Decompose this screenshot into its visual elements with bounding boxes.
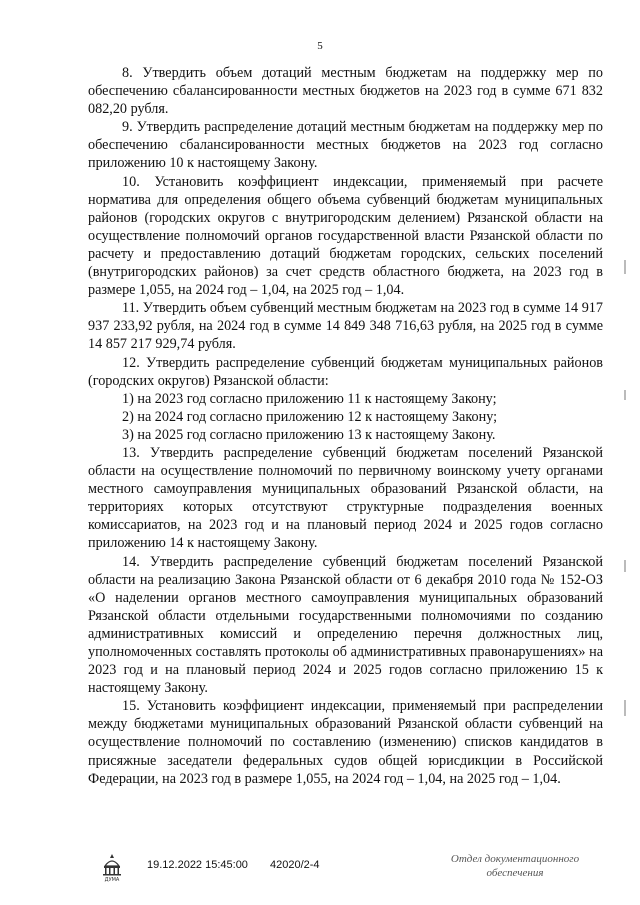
paragraph-13: 13. Утвердить распределение субвенций бюджетам поселений Рязанской области на осуществление полномочий по первичному воинскому учету органами местного самоуправления муниципальных образований Рязанской области, на территориях которых отсутствуют структурные подразделения военных комиссариатов, на 2023 год и на плановый период 2024 и 2025 годов согласно приложению 14 к настоящему Закону.	[88, 444, 603, 552]
stamp-line-2: обеспечения	[486, 867, 544, 879]
footer-code: 42020/2-4	[270, 859, 320, 871]
department-stamp	[440, 852, 590, 880]
paragraph-12-item-3: 3) на 2025 год согласно приложению 13 к настоящему Закону.	[122, 426, 496, 443]
footer-date: 19.12.2022 15:45:00	[147, 859, 248, 871]
document-footer	[0, 852, 640, 902]
paragraph-8: 8. Утвердить объем дотаций местным бюджетам на поддержку мер по обеспечению сбалансированности местных бюджетов на 2023 год в сумме 671 832 082,20 рубля.	[88, 65, 603, 118]
paragraph-14: 14. Утвердить распределение субвенций бюджетам поселений Рязанской области на реализацию Закона Рязанской области от 6 декабря 2010 года № 152-ОЗ «О наделении органов местного самоуправления муниципальных образований Рязанской области отдельными государственными полномочиями по созданию административных комиссий и определению перечня должностных лиц, уполномоченных составлять протоколы об административных правонарушениях» на 2023 год и на плановый период 2024 и 2025 годов согласно приложению 15 к настоящему Закону.	[88, 553, 603, 697]
paragraph-11: 11. Утвердить объем субвенций местным бюджетам на 2023 год в сумме 14 917 937 233,92 рубля, на 2024 год в сумме 14 849 348 716,63 рубля, на 2025 год в сумме 14 857 217 929,74 рубля.	[88, 300, 603, 353]
paragraph-12-item-2: 2) на 2024 год согласно приложению 12 к настоящему Закону;	[122, 408, 498, 425]
paragraph-10: 10. Установить коэффициент индексации, применяемый при расчете норматива для определения общего объема субвенций бюджетам муниципальных районов (городских округов с внутригородским делением) Рязанской области на осуществление полномочий органов государственной власти Рязанской области по расчету и предоставлению дотаций бюджетам городских, сельских поселений (внутригородских районов) за счет средств областного бюджета, на 2023 год в размере 1,055, на 2024 год – 1,04, на 2025 год – 1,04.	[88, 173, 603, 299]
document-body	[88, 64, 603, 788]
margin-marks	[624, 230, 628, 830]
paragraph-9: 9. Утвердить распределение дотаций местным бюджетам на поддержку мер по обеспечению сбалансированности местных бюджетов на 2023 год согласно приложению 10 к настоящему Закону.	[88, 119, 603, 172]
logo-text: ДУМА	[104, 877, 120, 882]
duma-logo-icon	[100, 852, 124, 882]
paragraph-12: 12. Утвердить распределение субвенций бюджетам муниципальных районов (городских округов) Рязанской области:	[88, 354, 603, 389]
stamp-line-1: Отдел документационного	[450, 853, 580, 865]
paragraph-12-item-1: 1) на 2023 год согласно приложению 11 к настоящему Закону;	[122, 390, 497, 407]
paragraph-15: 15. Установить коэффициент индексации, применяемый при распределении между бюджетами муниципальных образований Рязанской области субвенций на осуществление полномочий по составлению (изменению) списков кандидатов в присяжные заседатели федеральных судов общей юрисдикции в Российской Федерации, на 2023 год в размере 1,055, на 2024 год – 1,04, на 2025 год – 1,04.	[88, 698, 603, 787]
page-number: 5	[317, 40, 323, 52]
